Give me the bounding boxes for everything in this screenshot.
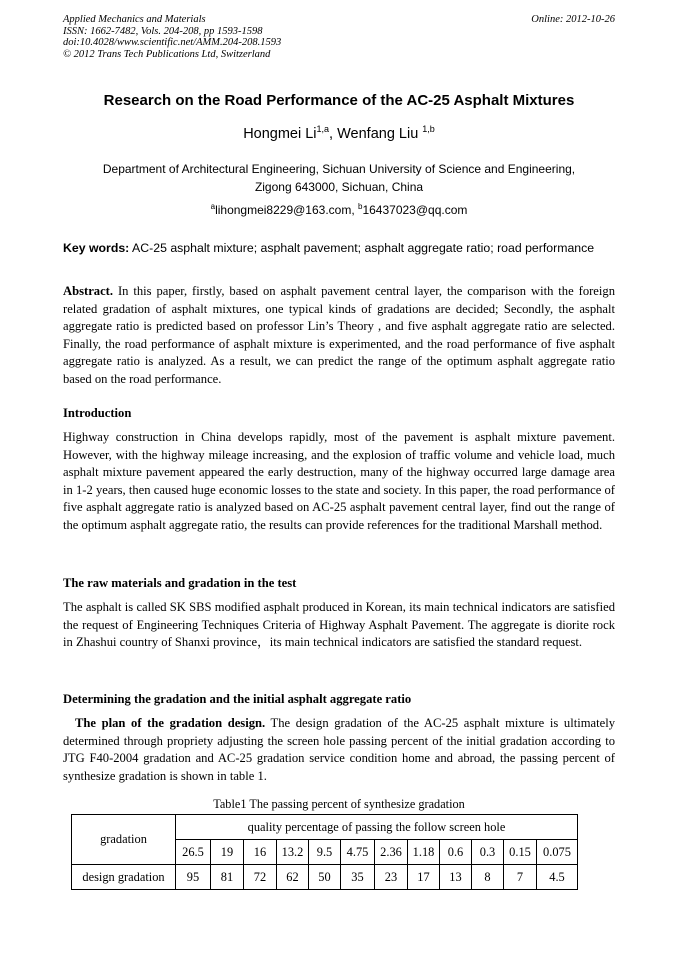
gradation-table	[71, 814, 578, 890]
author-name: Wenfang Liu	[337, 125, 419, 142]
table-cell: 62	[277, 865, 309, 890]
table-cell: 13	[440, 865, 472, 890]
table-cell: 4.5	[537, 865, 578, 890]
email-address[interactable]: 16437023@qq.com	[362, 203, 468, 217]
table-caption: Table1 The passing percent of synthesize gradation	[213, 797, 465, 811]
section-heading-gradation: Determining the gradation and the initial asphalt aggregate ratio	[63, 692, 412, 706]
table-cell: 8	[472, 865, 504, 890]
sieve-size: 13.2	[277, 840, 309, 865]
table-cell: 72	[244, 865, 277, 890]
sieve-size: 9.5	[309, 840, 341, 865]
abstract	[63, 283, 615, 389]
sieve-size: 0.3	[472, 840, 504, 865]
sieve-size: 1.18	[408, 840, 440, 865]
sieve-size: 4.75	[341, 840, 375, 865]
email-address[interactable]: lihongmei8229@163.com	[215, 203, 352, 217]
gradation-plan	[63, 715, 615, 785]
raw-materials-text: The asphalt is called SK SBS modified asphalt produced in Korean, its main technical indicators are satisfied the request of Engineering Techniques Criteria of Highway Asphalt Pavement. The aggregate is diorite rock in Zhashui country of Shanxi province，its main technical indicators are satisfied the standard request.	[63, 600, 615, 650]
copyright-line: © 2012 Trans Tech Publications Ltd, Switzerland	[63, 48, 271, 60]
keywords-label: Key words:	[63, 241, 130, 255]
table-cell: 50	[309, 865, 341, 890]
journal-name: Applied Mechanics and Materials	[63, 14, 206, 25]
issn-line: ISSN: 1662-7482, Vols. 204-208, pp 1593-1598	[63, 25, 263, 37]
email-mark: a	[210, 202, 216, 211]
doi-line: doi:10.4028/www.scientific.net/AMM.204-208.1593	[63, 37, 282, 48]
table-row-label: design gradation	[72, 865, 176, 890]
sieve-size: 0.15	[504, 840, 537, 865]
sieve-size: 19	[211, 840, 244, 865]
paper-title: Research on the Road Performance of the AC-25 Asphalt Mixtures	[103, 92, 575, 109]
sieve-size: 16	[244, 840, 277, 865]
table-header-row	[72, 815, 578, 840]
gradation-plan-text: The design gradation of the AC-25 asphalt mixture is ultimately determined through propriety adjusting the screen hole passing percent of the initial gradation according to JTG F40-2004 gradation and AC-25 gradation service condition home and abroad, the passing percent of synthesize gradation is shown in table 1.	[63, 716, 615, 783]
email-mark: b	[358, 202, 363, 211]
table-cell: 17	[408, 865, 440, 890]
table-cell: 23	[375, 865, 408, 890]
gradation-plan-label: The plan of the gradation design.	[75, 716, 266, 730]
email-list: $^a$lihongmei8229@163.com, $^b$16437023@qq.com	[210, 202, 468, 217]
table-cell: 35	[341, 865, 375, 890]
journal-meta	[63, 14, 281, 60]
online-date: Online: 2012-10-26	[531, 14, 615, 25]
author-name: Hongmei Li	[243, 125, 317, 142]
affiliation	[63, 160, 615, 196]
abstract-text: In this paper, firstly, based on asphalt pavement central layer, the comparison with the foreign related gradation of asphalt mixtures, one typical kinds of gradations are decided; Secondly, the asphalt aggregate ratio is predicted based on professor Lin’s Theory , and five asphalt aggregate ratio are selected. Finally, the road performance of asphalt mixture is experimented, and the road performance of five asphalt aggregate ratio is analyzed. As a result, we can predict the range of the optimum asphalt aggregate ratio based on the road performance.	[63, 284, 615, 386]
sieve-size: 2.36	[375, 840, 408, 865]
affiliation-line: Zigong 643000, Sichuan, China	[254, 180, 424, 194]
author-affiliation-mark: 1,a	[316, 124, 330, 134]
table-cell: 7	[504, 865, 537, 890]
table-group-header: quality percentage of passing the follow screen hole	[176, 815, 578, 840]
keywords	[63, 241, 615, 255]
section-heading-raw-materials: The raw materials and gradation in the test	[63, 576, 297, 590]
author-list: Hongmei Li$^{1,a}$, Wenfang Liu $^{1,b}$	[243, 124, 435, 142]
sieve-size: 0.6	[440, 840, 472, 865]
section-heading-introduction: Introduction	[63, 406, 132, 420]
table-cell: 95	[176, 865, 211, 890]
introduction-text: Highway construction in China develops rapidly, most of the pavement is asphalt mixture pavement. However, with the highway mileage increasing, and the explosion of traffic volume and vehicle load, much asphalt mixture pavement appeared the early destruction, many of the highway occurred large damage area in 1-2 years, then caused huge economic losses to the state and society. In this paper, the road performance of five asphalt aggregate ratio is analyzed based on AC-25 asphalt pavement central layer, find out the range of the optimum asphalt aggregate ratio, the results can provide references for the traditional Marshall method.	[63, 430, 615, 532]
table-row	[72, 865, 578, 890]
sieve-size: 26.5	[176, 840, 211, 865]
affiliation-line: Department of Architectural Engineering, Sichuan University of Science and Engineering,	[102, 162, 576, 176]
abstract-label: Abstract.	[63, 284, 114, 298]
table-row-header: gradation	[72, 815, 176, 865]
keywords-text: AC-25 asphalt mixture; asphalt pavement; asphalt aggregate ratio; road performance	[132, 241, 595, 255]
sieve-size: 0.075	[537, 840, 578, 865]
table-cell: 81	[211, 865, 244, 890]
author-affiliation-mark: 1,b	[422, 124, 435, 134]
